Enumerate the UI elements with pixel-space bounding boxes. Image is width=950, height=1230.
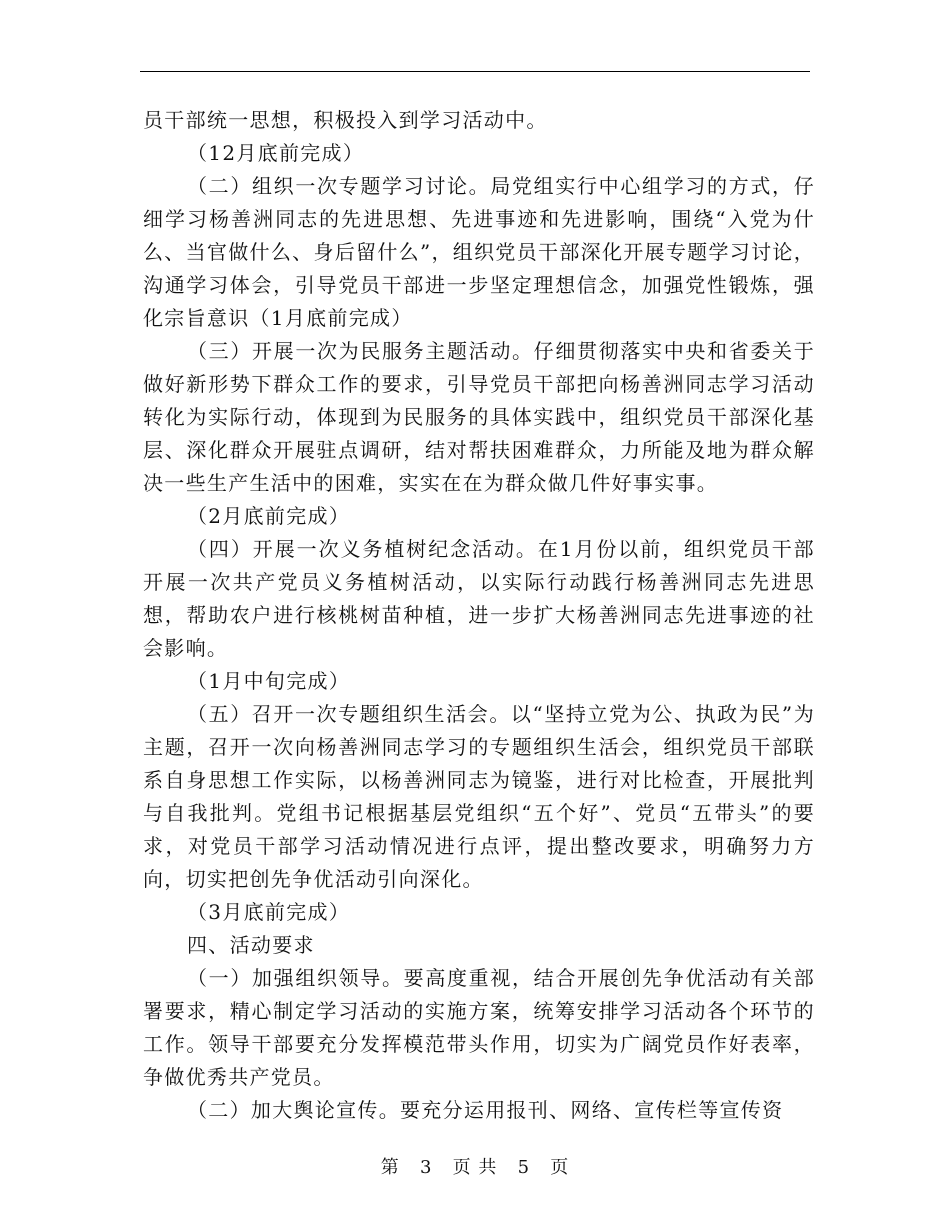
footer-suffix: 页: [550, 1157, 570, 1178]
paragraph: （12月底前完成）: [187, 141, 365, 165]
total-pages-number: 5: [517, 1157, 531, 1178]
footer-prefix: 第: [380, 1157, 400, 1178]
paragraph: （3月底前完成）: [187, 900, 351, 924]
paragraph: （三）开展一次为民服务主题活动。仔细贯彻落实中央和省委关于做好新形势下群众工作的要求，引导党员干部把向杨善洲同志学习活动转化为实际行动，体现到为民服务的具体实践中，组织党员干部深化基层、深化群众开展驻点调研，结对帮扶困难群众，力所能及地为群众解决一些生产生活中的困难，实实在在为群众做几件好事实事。: [143, 339, 815, 495]
document-body: [143, 104, 815, 1127]
paragraph: （四）开展一次义务植树纪念活动。在1月份以前，组织党员干部开展一次共产党员义务植树活动，以实际行动践行杨善洲同志先进思想，帮助农户进行核桃树苗种植，进一步扩大杨善洲同志先进事迹的社会影响。: [143, 537, 815, 660]
paragraph: （一）加强组织领导。要高度重视，结合开展创先争优活动有关部署要求，精心制定学习活动的实施方案，统筹安排学习活动各个环节的工作。领导干部要充分发挥模范带头作用，切实为广阔党员作好表率，争做优秀共产党员。: [143, 966, 815, 1089]
page-footer: [0, 1153, 950, 1179]
footer-middle: 页 共: [452, 1157, 498, 1178]
paragraph: （1月中旬完成）: [187, 669, 351, 693]
paragraph: （二）加大舆论宣传。要充分运用报刊、网络、宣传栏等宣传资: [187, 1098, 784, 1122]
header-rule: [140, 71, 810, 72]
paragraph: （五）召开一次专题组织生活会。以“坚持立党为公、执政为民”为主题，召开一次向杨善洲同志学习的专题组织生活会，组织党员干部联系自身思想工作实际，以杨善洲同志为镜鉴，进行对比检查，开展批判与自我批判。党组书记根据基层党组织“五个好”、党员“五带头”的要求，对党员干部学习活动情况进行点评，提出整改要求，明确努力方向，切实把创先争优活动引向深化。: [143, 702, 815, 891]
section-heading: 四、活动要求: [187, 933, 315, 957]
paragraph: 员干部统一思想，积极投入到学习活动中。: [143, 108, 548, 132]
current-page-number: 3: [419, 1157, 433, 1178]
paragraph: （2月底前完成）: [187, 504, 351, 528]
paragraph: （二）组织一次专题学习讨论。局党组实行中心组学习的方式，仔细学习杨善洲同志的先进思想、先进事迹和先进影响，围绕“入党为什么、当官做什么、身后留什么”，组织党员干部深化开展专题学习讨论，沟通学习体会，引导党员干部进一步坚定理想信念，加强党性锻炼，强化宗旨意识（1月底前完成）: [143, 174, 815, 330]
